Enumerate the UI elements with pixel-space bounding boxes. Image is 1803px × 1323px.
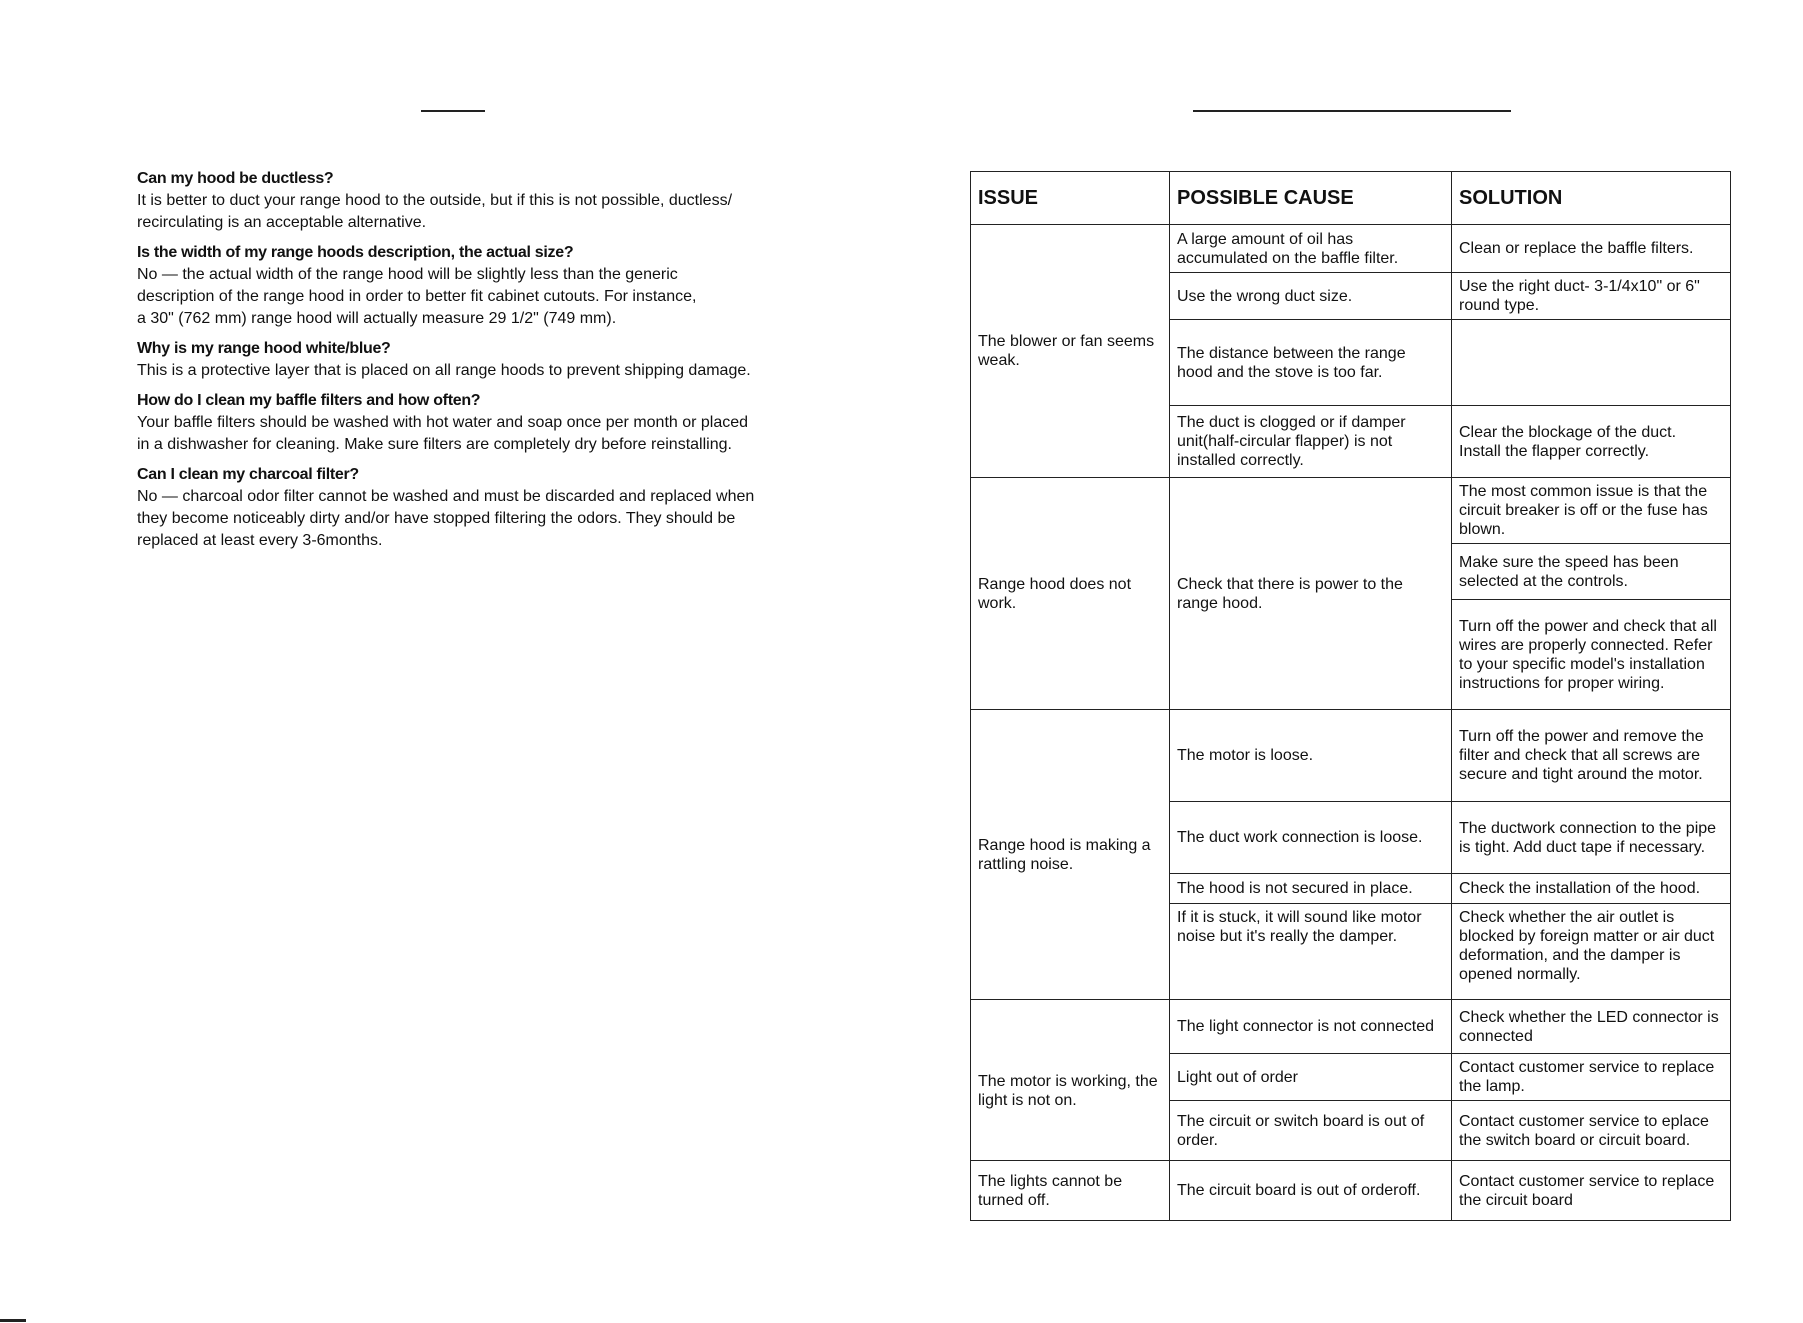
solution-cell: The most common issue is that the circuit breaker is off or the fuse has blown. (1452, 478, 1731, 544)
faq-question: Can I clean my charcoal filter? (137, 466, 359, 483)
header-issue: ISSUE (971, 172, 1170, 225)
solution-cell: Contact customer service to replace the lamp. (1452, 1054, 1731, 1101)
solution-cell: Check whether the LED connector is connected (1452, 1000, 1731, 1054)
left-page-heading-rule (421, 110, 485, 112)
faq-item (137, 168, 797, 234)
table-row (971, 1161, 1731, 1221)
faq-section (137, 168, 797, 560)
cause-cell: The hood is not secured in place. (1170, 874, 1452, 904)
issue-cell: The blower or fan seems weak. (971, 225, 1170, 478)
cause-cell: The circuit board is out of orderoff. (1170, 1161, 1452, 1221)
table-row (971, 225, 1731, 273)
cause-cell: The duct work connection is loose. (1170, 802, 1452, 874)
solution-cell: Check the installation of the hood. (1452, 874, 1731, 904)
issue-cell: Range hood is making a rattling noise. (971, 710, 1170, 1000)
cause-cell: A large amount of oil has accumulated on the baffle filter. (1170, 225, 1452, 273)
solution-cell: Use the right duct- 3-1/4x10" or 6" round type. (1452, 273, 1731, 320)
issue-cell: Range hood does not work. (971, 478, 1170, 710)
faq-item (137, 338, 797, 382)
faq-item (137, 242, 797, 330)
faq-answer: It is better to duct your range hood to the outside, but if this is not possible, ductless/ recirculating is an acceptable alternative. (137, 192, 733, 231)
solution-cell (1452, 320, 1731, 406)
solution-cell: Clean or replace the baffle filters. (1452, 225, 1731, 273)
solution-cell: Check whether the air outlet is blocked by foreign matter or air duct deformation, and the damper is opened normally. (1452, 904, 1731, 1000)
table-row (971, 710, 1731, 802)
right-page-heading-rule (1193, 110, 1511, 112)
cause-cell: Check that there is power to the range hood. (1170, 478, 1452, 710)
solution-cell: The ductwork connection to the pipe is tight. Add duct tape if necessary. (1452, 802, 1731, 874)
faq-answer: This is a protective layer that is placed on all range hoods to prevent shipping damage. (137, 362, 751, 379)
faq-question: Can my hood be ductless? (137, 170, 334, 187)
cause-cell: The distance between the range hood and the stove is too far. (1170, 320, 1452, 406)
table-header-row (971, 172, 1731, 225)
faq-question: Is the width of my range hoods description, the actual size? (137, 244, 574, 261)
page-corner-mark (0, 1319, 26, 1322)
solution-cell: Turn off the power and check that all wires are properly connected. Refer to your specific model's installation instructions for proper wiring. (1452, 600, 1731, 710)
table-row (971, 1000, 1731, 1054)
issue-cell: The motor is working, the light is not on. (971, 1000, 1170, 1161)
faq-item (137, 464, 797, 552)
header-solution: SOLUTION (1452, 172, 1731, 225)
faq-answer: No — charcoal odor filter cannot be washed and must be discarded and replaced when they become noticeably dirty and/or have stopped filtering the odors. They should be replaced at least every 3-6months. (137, 488, 755, 549)
table-row (971, 478, 1731, 544)
issue-cell: The lights cannot be turned off. (971, 1161, 1170, 1221)
solution-cell: Contact customer service to replace the circuit board (1452, 1161, 1731, 1221)
solution-cell: Clear the blockage of the duct. Install the flapper correctly. (1452, 406, 1731, 478)
header-possible-cause: POSSIBLE CAUSE (1170, 172, 1452, 225)
faq-item (137, 390, 797, 456)
faq-answer: Your baffle filters should be washed with hot water and soap once per month or placed in a dishwasher for cleaning. Make sure filters are completely dry before reinstalling. (137, 414, 749, 453)
cause-cell: Light out of order (1170, 1054, 1452, 1101)
faq-question: Why is my range hood white/blue? (137, 340, 391, 357)
cause-cell: Use the wrong duct size. (1170, 273, 1452, 320)
faq-question: How do I clean my baffle filters and how often? (137, 392, 481, 409)
solution-cell: Contact customer service to eplace the switch board or circuit board. (1452, 1101, 1731, 1161)
cause-cell: The motor is loose. (1170, 710, 1452, 802)
cause-cell: The light connector is not connected (1170, 1000, 1452, 1054)
solution-cell: Turn off the power and remove the filter and check that all screws are secure and tight around the motor. (1452, 710, 1731, 802)
troubleshooting-table (970, 171, 1731, 1221)
cause-cell: The duct is clogged or if damper unit(half-circular flapper) is not installed correctly. (1170, 406, 1452, 478)
cause-cell: The circuit or switch board is out of order. (1170, 1101, 1452, 1161)
faq-answer: No — the actual width of the range hood will be slightly less than the generic description of the range hood in order to better fit cabinet cutouts. For instance, a 30" (762 mm) range hood will actually measure 29 1/2" (749 mm). (137, 266, 697, 327)
solution-cell: Make sure the speed has been selected at the controls. (1452, 544, 1731, 600)
cause-cell: If it is stuck, it will sound like motor noise but it's really the damper. (1170, 904, 1452, 1000)
